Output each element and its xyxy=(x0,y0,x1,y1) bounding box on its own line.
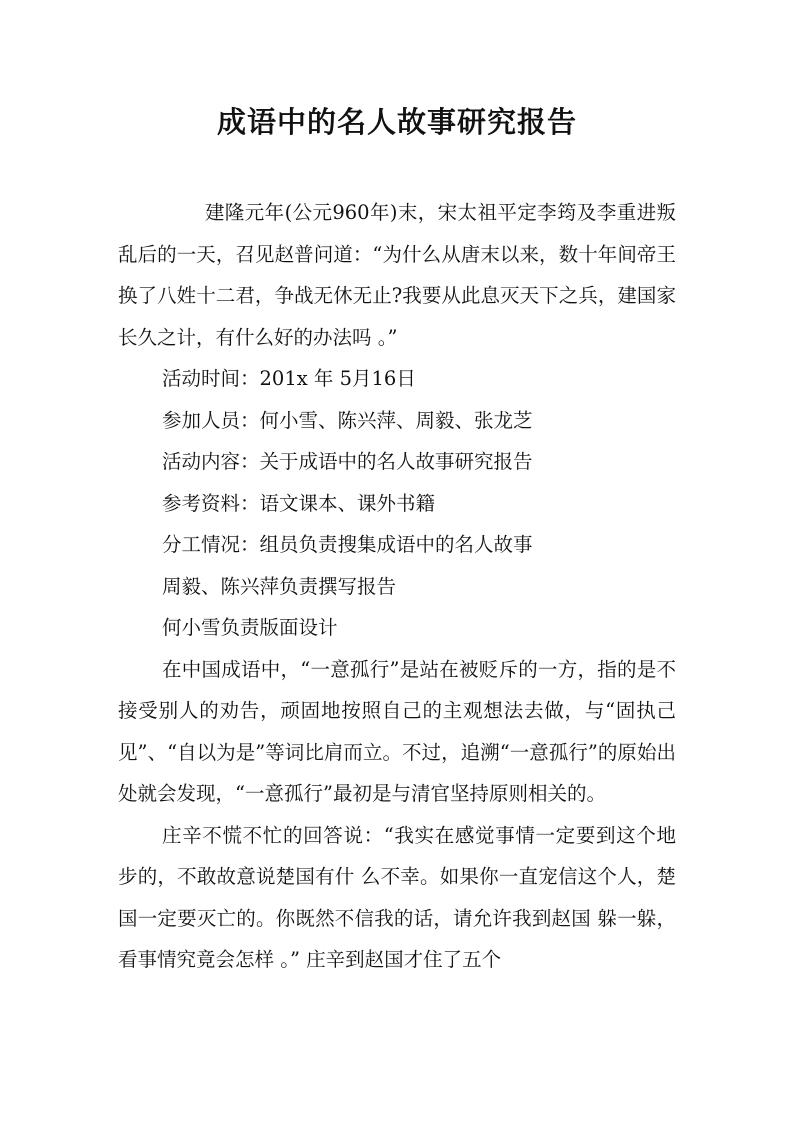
activity-time: 活动时间：201x 年 5月16日 xyxy=(162,367,416,390)
paragraph-zhuangxin: 庄辛不慌不忙的回答说：“我实在感觉事情一定要到这个地步的，不敢故意说楚国有什 么不幸。如果你一直宠信这个人，楚国一定要灭亡的。你既然不信我的话，请允许我到赵国 躲一躲，看事情究竟会怎样 。” 庄辛到赵国才住了五个 xyxy=(118,823,676,971)
paragraph-yiyiguxing: 在中国成语中，“一意孤行”是站在被贬斥的一方，指的是不接受别人的劝告，顽固地按照自己的主观想法去做，与“固执己见”、“自以为是”等词比肩而立。不过，追溯“一意孤行”的原始出处就会发现，“一意孤行”最初是与清官坚持原则相关的。 xyxy=(118,657,676,805)
paragraph-intro: 建隆元年(公元960年)末，宋太祖平定李筠及李重进叛乱后的一天，召见赵普问道：“为什么从唐末以来，数十年间帝王换了八姓十二君，争战无休无止?我要从此息灭天下之兵，建国家长久之计，有什么好的办法吗 。” xyxy=(118,201,676,349)
division-writers: 周毅、陈兴萍负责撰写报告 xyxy=(162,574,397,598)
document-body xyxy=(118,192,676,981)
activity-content: 活动内容：关于成语中的名人故事研究报告 xyxy=(162,450,533,473)
document-title: 成语中的名人故事研究报告 xyxy=(216,105,577,139)
division-layout: 何小雪负责版面设计 xyxy=(162,616,338,639)
references: 参考资料：语文课本、课外书籍 xyxy=(162,491,436,515)
division-of-labor: 分工情况：组员负责搜集成语中的名人故事 xyxy=(162,533,533,556)
participants: 参加人员：何小雪、陈兴萍、周毅、张龙芝 xyxy=(162,408,533,432)
